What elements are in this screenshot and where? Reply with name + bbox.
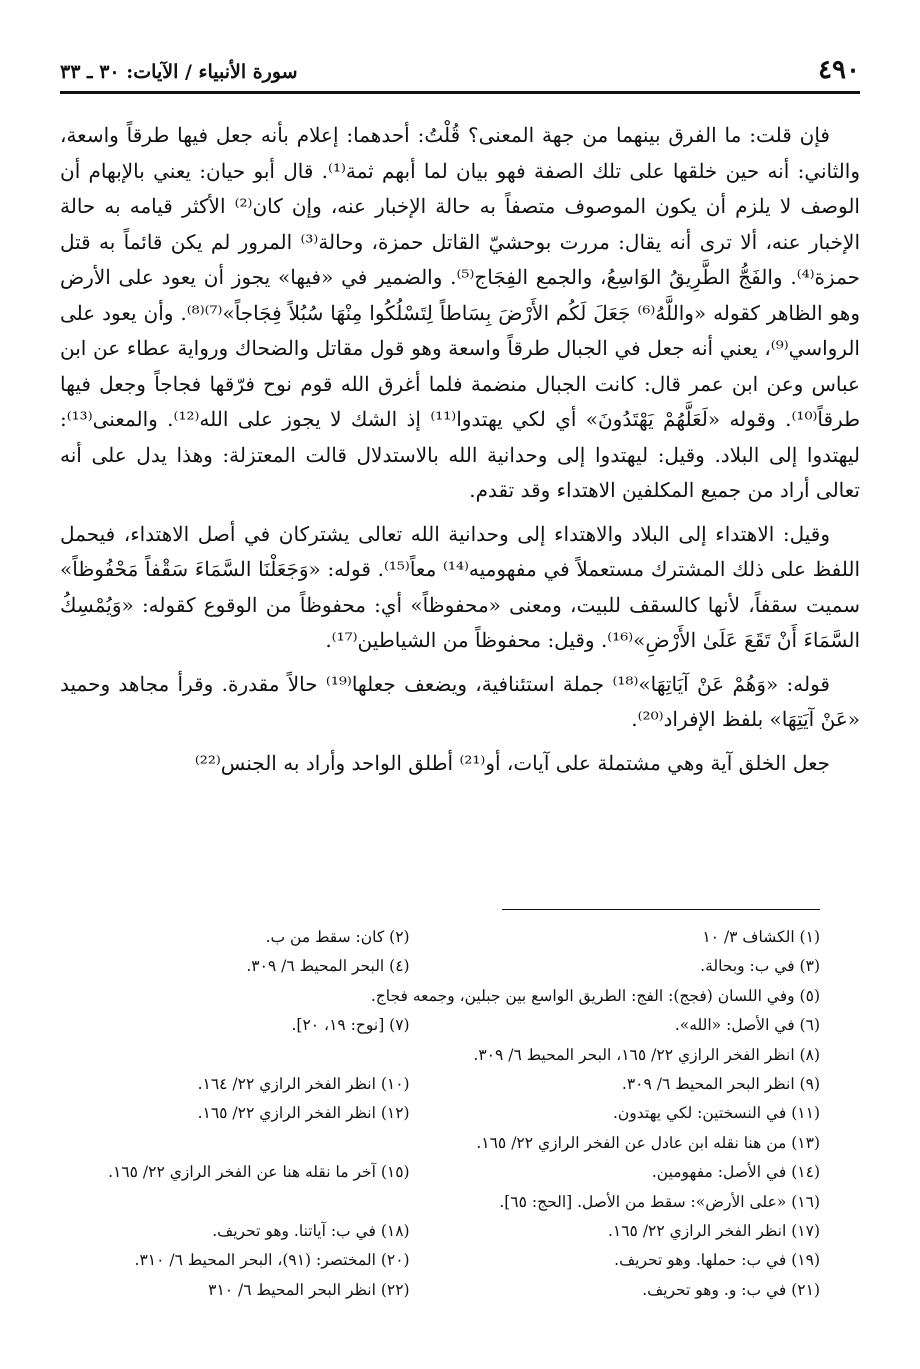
footnote-row xyxy=(60,1246,820,1275)
footnote: (١٦) «على الأرض»: سقط من الأصل. [الحج: ٦٥]. xyxy=(499,1192,820,1211)
footnote: (٣) في ب: وبحالة. xyxy=(700,957,820,976)
footnote: (١٤) في الأصل: مفهومين. xyxy=(651,1163,820,1182)
footnote-row xyxy=(60,982,820,1011)
page-number: ٤٩٠ xyxy=(818,55,860,85)
footnote: (٢) كان: سقط من ب. xyxy=(265,928,410,946)
footnote: (١) الكشاف ٣/ ١٠ xyxy=(702,928,820,946)
footnote: (١٨) في ب: آياتنا. وهو تحريف. xyxy=(212,1221,410,1240)
footnote: (٩) انظر البحر المحيط ٦/ ٣٠٩. xyxy=(621,1074,820,1093)
footnote: (١٥) آخر ما نقله هنا عن الفخر الرازي ٢٢/ ١٦٥. xyxy=(108,1163,410,1182)
footnote: (١٧) انظر الفخر الرازي ٢٢/ ١٦٥. xyxy=(607,1221,820,1240)
paragraph: فإن قلت: ما الفرق بينهما من جهة المعنى؟ قُلْتُ: أحدهما: إعلام بأنه جعل فيها طرقاً واسعة، والثاني: أنه حين خلقها على تلك الصفة فهو بيان لما أبهم ثمة⁽¹⁾. قال أبو حيان: يعني بالإبهام أن الوصف لا يلزم أن يكون الموصوف متصفاً به حالة الإخبار عنه، وإن كان⁽²⁾ الأكثر قيامه به حالة الإخبار عنه، ألا ترى أنه يقال: مررت بوحشيّ القاتل حمزة، وحالة⁽³⁾ المرور لم يكن قائماً به قتل حمزة⁽⁴⁾. والفَجُّ الطَّرِيقُ الوَاسِعُ، والجمع الفِجَاج⁽⁵⁾. والضمير في «فيها» يجوز أن يعود على الأرض وهو الظاهر كقوله «واللَّهُ⁽⁶⁾ جَعَلَ لَكُم الأَرْضَ بِسَاطاً لِتَسْلُكُوا مِنْهَا سُبُلاً فِجَاجاً»⁽⁷⁾⁽⁸⁾. وأن يعود على الرواسي⁽⁹⁾، يعني أنه جعل في الجبال طرقاً واسعة وهو قول مقاتل والضحاك ورواية عطاء عن ابن عباس وعن ابن عمر قال: كانت الجبال منضمة فلما أغرق الله قوم نوح فرّقها فجاجاً وجعل فيها طرقاً⁽¹⁰⁾. وقوله «لَعَلَّهُمْ يَهْتَدُونَ» أي لكي يهتدوا⁽¹¹⁾ إذ الشك لا يجوز على الله⁽¹²⁾. والمعنى⁽¹³⁾: ليهتدوا إلى البلاد. وقيل: ليهتدوا إلى وحدانية الله بالاستدلال قالت المعتزلة: وهذا يدل على أنه تعالى أراد من جميع المكلفين الاهتداء وقد تقدم. xyxy=(60,123,860,502)
footnote-row xyxy=(60,923,820,952)
paragraph: قوله: «وَهُمْ عَنْ آيَاتِهَا»⁽¹⁸⁾ جملة استئنافية، ويضعف جعلها⁽¹⁹⁾ حالاً مقدرة. وقرأ مجاهد وحميد «عَنْ آيَتِهَا» بلفظ الإفراد⁽²⁰⁾. xyxy=(60,671,860,731)
footnote-row xyxy=(60,1217,820,1246)
page-header xyxy=(60,55,860,88)
header-divider xyxy=(60,91,860,94)
footnote-row xyxy=(60,1129,820,1158)
paragraph: وقيل: الاهتداء إلى البلاد والاهتداء إلى وحدانية الله تعالى يشتركان في أصل الاهتداء، فيحمل اللفظ على ذلك المشترك مستعملاً في مفهوميه⁽¹⁴⁾ معاً⁽¹⁵⁾. قوله: «وَجَعَلْنَا السَّمَاءَ سَقْفاً مَحْفُوظاً» سميت سقفاً، لأنها كالسقف للبيت، ومعنى «محفوظاً» أي: محفوظاً من الوقوع كقوله: «وَيُمْسِكُ السَّمَاءَ أَنْ تَقَعَ عَلَىٰ الأَرْضِ»⁽¹⁶⁾. وقيل: محفوظاً من الشياطين⁽¹⁷⁾. xyxy=(60,521,861,652)
footnote-row xyxy=(60,952,820,981)
footnote: (١٠) انظر الفخر الرازي ٢٢/ ١٦٤. xyxy=(197,1074,410,1093)
footnote-row xyxy=(60,1099,820,1128)
footnote-row xyxy=(60,1276,820,1305)
footnote: (٨) انظر الفخر الرازي ٢٢/ ١٦٥، البحر المحيط ٦/ ٣٠٩. xyxy=(473,1045,820,1064)
footnote-row xyxy=(60,1188,820,1217)
footnote: (٧) [نوح: ١٩، ٢٠]. xyxy=(291,1016,410,1035)
main-text xyxy=(60,118,860,789)
footnote: (٦) في الأصل: «الله». xyxy=(674,1016,820,1035)
footnote-row xyxy=(60,1041,820,1070)
footnote: (٢١) في ب: و. وهو تحريف. xyxy=(642,1280,820,1299)
footnote: (١٣) من هنا نقله ابن عادل عن الفخر الرازي ٢٢/ ١٦٥. xyxy=(476,1133,820,1152)
footnote-row xyxy=(60,1070,820,1099)
footnote: (٤) البحر المحيط ٦/ ٣٠٩. xyxy=(246,957,410,976)
footnote: (٥) وفي اللسان (فجج): الفج: الطريق الواسع بين جبلين، وجمعه فجاج. xyxy=(370,986,820,1005)
footnote: (٢٢) انظر البحر المحيط ٦/ ٣١٠ xyxy=(208,1280,410,1299)
footnotes xyxy=(60,923,820,1305)
footnote: (٢٠) المختصر: (٩١)، البحر المحيط ٦/ ٣١٠. xyxy=(134,1251,410,1270)
footnote-divider xyxy=(502,909,820,910)
footnote: (١١) في النسختين: لكي يهتدون. xyxy=(613,1104,820,1123)
footnote: (١٢) انظر الفخر الرازي ٢٢/ ١٦٥. xyxy=(197,1104,410,1123)
footnote: (١٩) في ب: حملها. وهو تحريف. xyxy=(614,1251,820,1270)
footnote-row xyxy=(60,1011,820,1040)
running-title: سورة الأنبياء / الآيات: ٣٠ ـ ٣٣ xyxy=(60,61,298,83)
paragraph: جعل الخلق آية وهي مشتملة على آيات، أو⁽²¹⁾ أطلق الواحد وأراد به الجنس⁽²²⁾ xyxy=(194,750,830,775)
footnote-row xyxy=(60,1158,820,1187)
